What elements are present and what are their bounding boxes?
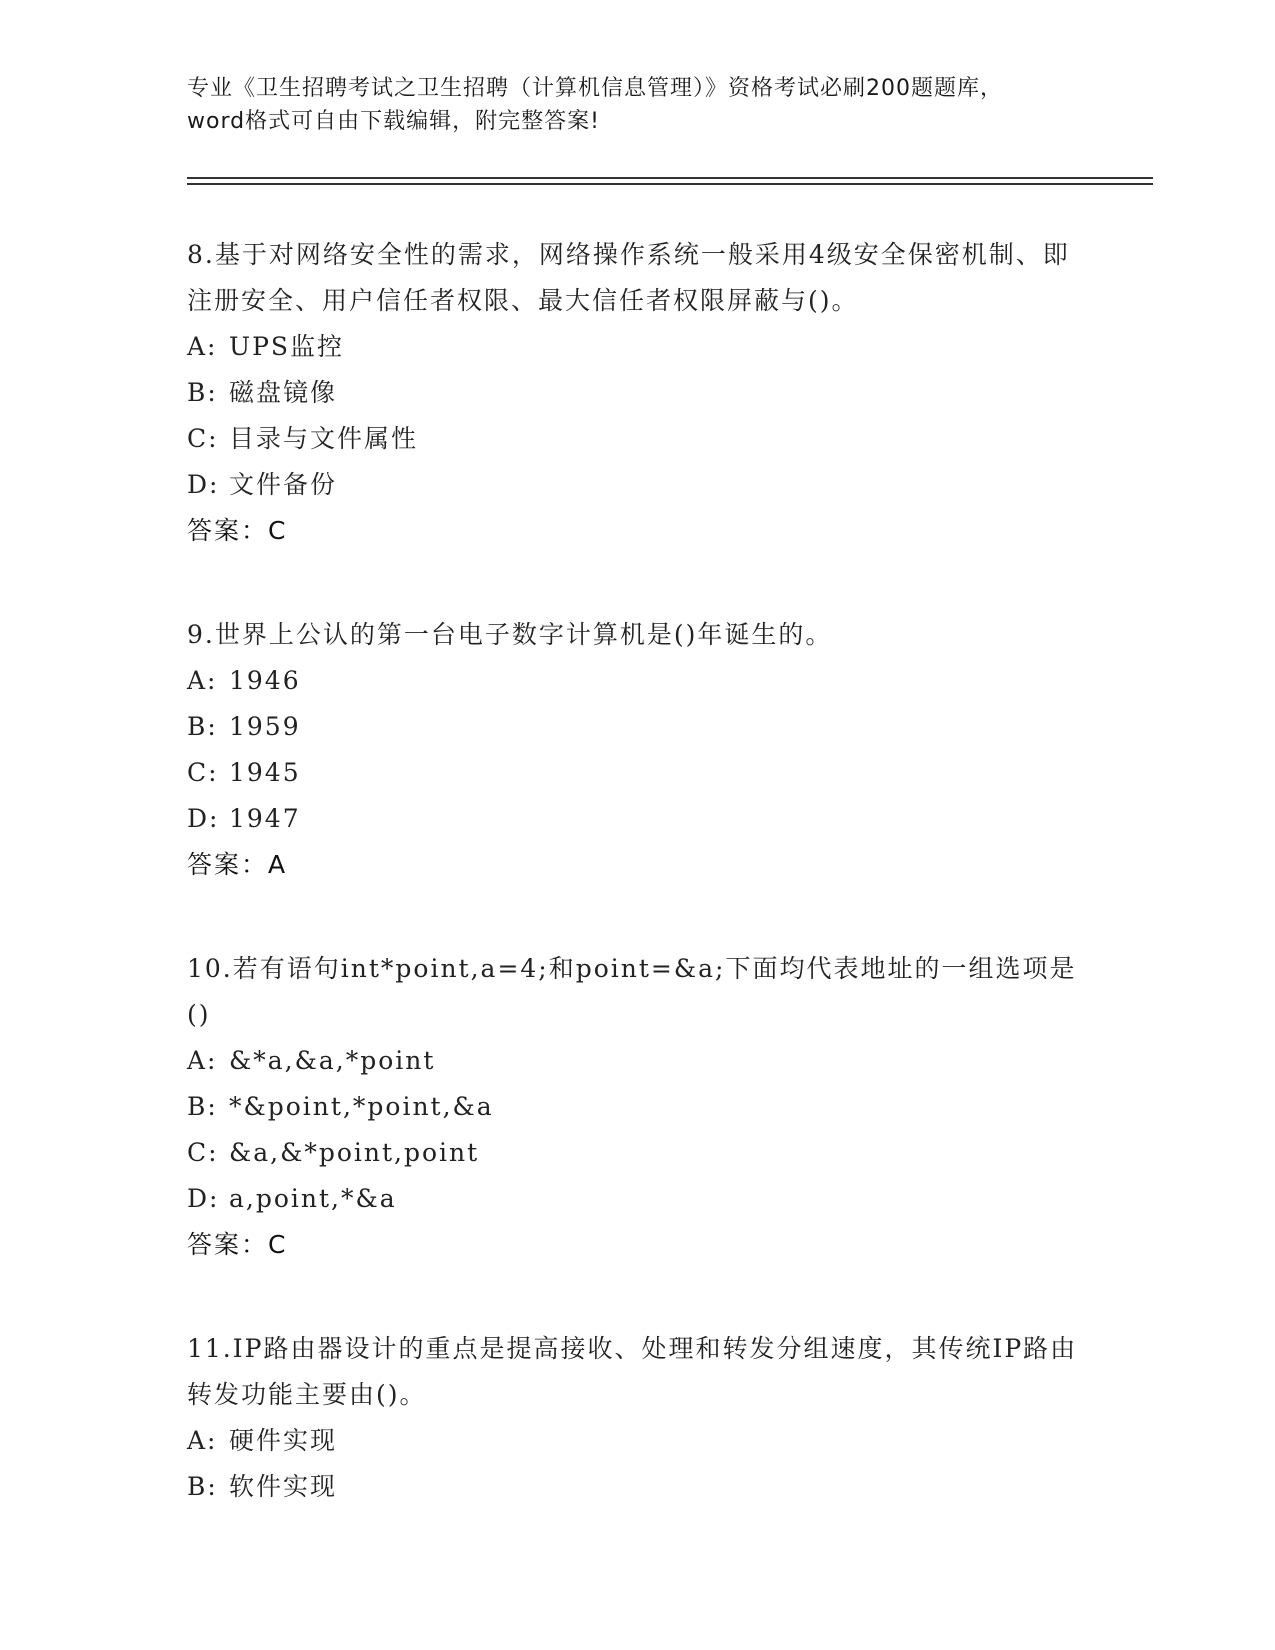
question-option — [187, 416, 1087, 462]
option-letter: D: — [187, 470, 220, 499]
option-text: 目录与文件属性 — [229, 424, 419, 453]
question-answer: 答案：C — [187, 516, 288, 545]
option-letter: A: — [187, 1046, 218, 1075]
option-text: 软件实现 — [229, 1472, 338, 1501]
question-option — [187, 1084, 1087, 1130]
option-letter: A: — [187, 666, 218, 695]
option-letter: C: — [187, 758, 219, 787]
question-option — [187, 750, 1087, 796]
option-letter: A: — [187, 332, 218, 361]
option-letter: B: — [187, 378, 218, 407]
question-item — [187, 612, 1087, 888]
question-option — [187, 1038, 1087, 1084]
question-option — [187, 658, 1087, 704]
option-text: 1946 — [229, 666, 301, 695]
option-text: 1959 — [229, 712, 301, 741]
option-letter: B: — [187, 1472, 218, 1501]
option-letter: B: — [187, 1092, 218, 1121]
header-title-line-1: 专业《卫生招聘考试之卫生招聘（计算机信息管理）》资格考试必刷200题题库， — [187, 76, 1003, 101]
question-stem: 8.基于对网络安全性的需求，网络操作系统一般采用4级安全保密机制、即注册安全、用户信任者权限、最大信任者权限屏蔽与()。 — [187, 240, 1070, 315]
question-item — [187, 946, 1087, 1268]
option-text: 磁盘镜像 — [229, 378, 338, 407]
question-option — [187, 462, 1087, 508]
question-stem: 10.若有语句int*point,a=4;和point=&a;下面均代表地址的一组选项是() — [187, 954, 1077, 1029]
option-letter: D: — [187, 804, 220, 833]
option-text: 文件备份 — [229, 470, 338, 499]
question-stem: 9.世界上公认的第一台电子数字计算机是()年诞生的。 — [187, 620, 833, 649]
question-item — [187, 232, 1087, 554]
option-text: 1945 — [229, 758, 301, 787]
option-text: a,point,*&a — [229, 1184, 397, 1213]
header-divider-bottom — [187, 183, 1153, 185]
option-text: &a,&*point,point — [229, 1138, 480, 1167]
document-header — [187, 72, 1087, 138]
question-option — [187, 324, 1087, 370]
option-text: 1947 — [229, 804, 301, 833]
question-option — [187, 704, 1087, 750]
option-letter: A: — [187, 1426, 218, 1455]
question-list — [187, 232, 1087, 1568]
question-option — [187, 370, 1087, 416]
option-text: &*a,&a,*point — [229, 1046, 436, 1075]
option-text: *&point,*point,&a — [229, 1092, 494, 1121]
question-answer: 答案：A — [187, 850, 288, 879]
header-divider-top — [187, 177, 1153, 179]
question-option — [187, 1176, 1087, 1222]
option-letter: D: — [187, 1184, 220, 1213]
option-text: UPS监控 — [229, 332, 345, 361]
option-text: 硬件实现 — [229, 1426, 338, 1455]
question-option — [187, 796, 1087, 842]
option-letter: B: — [187, 712, 218, 741]
question-option — [187, 1464, 1087, 1510]
question-option — [187, 1130, 1087, 1176]
question-item — [187, 1326, 1087, 1510]
question-stem: 11.IP路由器设计的重点是提高接收、处理和转发分组速度，其传统IP路由转发功能主要由()。 — [187, 1334, 1078, 1409]
header-title-line-2: word格式可自由下载编辑，附完整答案! — [187, 109, 600, 134]
option-letter: C: — [187, 424, 219, 453]
question-answer: 答案：C — [187, 1230, 288, 1259]
option-letter: C: — [187, 1138, 219, 1167]
question-option — [187, 1418, 1087, 1464]
